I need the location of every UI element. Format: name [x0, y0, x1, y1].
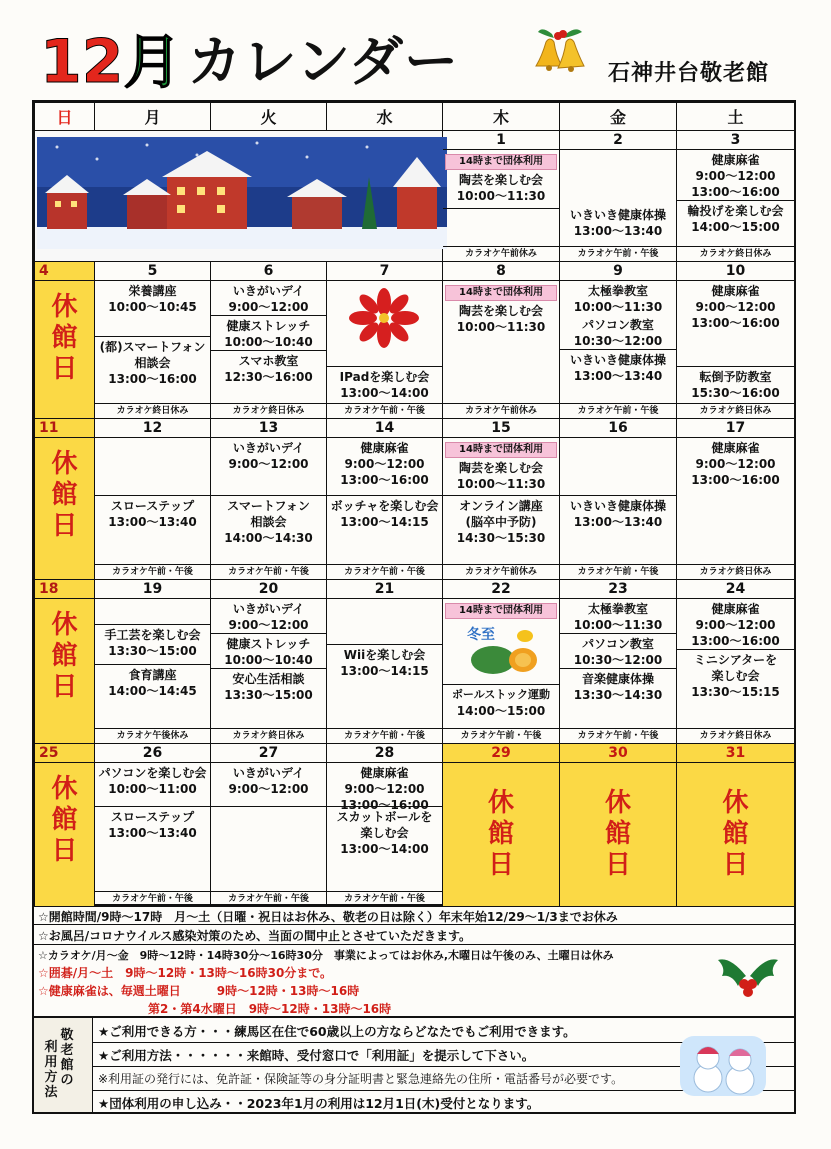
day-cell-22: 22 14時まで団体利用 冬至 ポールストック運動 14:00～15:00 カラオケ午前・午後 — [443, 580, 560, 744]
event: 転倒予防教室 15:30～16:00 — [677, 366, 794, 401]
event: パソコンを楽しむ会 10:00～11:00 — [98, 766, 207, 796]
event: IPadを楽しむ会 13:00～14:00 — [327, 366, 442, 401]
event: 栄養講座 10:00～10:45 — [108, 284, 197, 314]
karaoke-note: カラオケ午前・午後 — [327, 728, 442, 743]
note-mahjong: ☆健康麻雀は、毎週土曜日 9時～12時・13時～16時 — [38, 984, 360, 998]
closed-label: 休 館 日 — [722, 788, 749, 880]
karaoke-note: カラオケ終日休み — [677, 728, 794, 743]
dow-sat: 土 — [677, 103, 795, 131]
event: 健康麻雀 9:00～12:00 13:00～16:00 — [691, 602, 780, 648]
event: 健康麻雀 9:00～12:00 13:00～16:00 — [691, 153, 780, 199]
event: 輪投げを楽しむ会 14:00～15:00 — [677, 200, 794, 235]
note-karaoke: ☆カラオケ/月～金 9時～12時・14時30分～16時30分 事業によってはお休み,木曜日は午後のみ、土曜日は休み — [38, 949, 614, 962]
event: 健康麻雀 9:00～12:00 13:00～16:00 — [691, 441, 780, 487]
event: 音楽健康体操 13:30～14:30 — [560, 668, 676, 703]
event: 健康麻雀 9:00～12:00 13:00～16:00 — [340, 441, 429, 487]
usage-id-note: ※利用証の発行には、免許証・保険証等の身分証明書と緊急連絡先の住所・電話番号が必要です。 — [98, 1072, 624, 1086]
karaoke-note: カラオケ午前・午後 — [560, 403, 676, 418]
dow-mon: 月 — [95, 103, 211, 131]
holly-icon — [716, 946, 780, 1002]
event: 太極拳教室 10:00～11:30 — [573, 284, 663, 314]
event: いきがいデイ 9:00～12:00 — [228, 766, 309, 796]
event: ボッチャを楽しむ会 13:00～14:15 — [327, 495, 442, 530]
dow-fri: 金 — [560, 103, 677, 131]
day-cell-23: 23 太極拳教室 10:00～11:30 パソコン教室 10:30～12:00 音楽健康体操 13:30～14:30 カラオケ午前・午後 — [560, 580, 677, 744]
event: いきがいデイ 9:00～12:00 — [228, 602, 309, 632]
christmas-bells-icon — [532, 22, 594, 78]
day-cell-27: 27 いきがいデイ 9:00～12:00 カラオケ午前・午後 — [211, 744, 327, 907]
group-use-tag: 14時まで団体利用 — [445, 442, 557, 458]
usage-label: 敬 老 館 の 利 用 方 法 — [34, 1018, 93, 1112]
event: ミニシアターを 楽しむ会 13:30～15:15 — [677, 649, 794, 700]
event: ポールストック運動 14:00～15:00 — [443, 684, 559, 719]
event: 健康ストレッチ 10:00～10:40 — [211, 633, 326, 668]
karaoke-note: カラオケ終日休み — [211, 403, 326, 418]
day-cell-24: 24 健康麻雀 9:00～12:00 13:00～16:00 ミニシアターを 楽しむ会 13:30～15:15 カラオケ終日休み — [677, 580, 795, 744]
karaoke-note: カラオケ午前・午後 — [95, 891, 210, 906]
dow-wed: 水 — [327, 103, 443, 131]
event: 健康ストレッチ 10:00～10:40 — [211, 315, 326, 350]
day-cell-20: 20 いきがいデイ 9:00～12:00 健康ストレッチ 10:00～10:40 安心生活相談 13:30～15:00 カラオケ終日休み — [211, 580, 327, 744]
poinsettia-icon — [349, 288, 419, 348]
week-row-5 — [35, 744, 795, 907]
day-cell-8: 8 14時まで団体利用 陶芸を楽しむ会 10:00～11:30 カラオケ午前休み — [443, 262, 560, 419]
karaoke-note: カラオケ午前休み — [443, 403, 559, 418]
karaoke-note: カラオケ午前・午後 — [327, 403, 442, 418]
day-cell-6: 6 いきがいデイ 9:00～12:00 健康ストレッチ 10:00～10:40 スマホ教室 12:30～16:00 カラオケ終日休み — [211, 262, 327, 419]
day-cell-12: 12 スローステップ 13:00～13:40 カラオケ午前・午後 — [95, 419, 211, 580]
karaoke-note: カラオケ午前・午後 — [560, 728, 676, 743]
day-cell-7: 7 IPadを楽しむ会 13:00～14:00 カラオケ午前・午後 — [327, 262, 443, 419]
group-use-tag: 14時まで団体利用 — [445, 603, 557, 619]
event: 陶芸を楽しむ会 10:00～11:30 — [456, 304, 546, 334]
day-cell-3: 3 健康麻雀 9:00～12:00 13:00～16:00 輪投げを楽しむ会 14:00～15:00 カラオケ終日休み — [677, 131, 795, 262]
event: いきいき健康体操 13:00～13:40 — [569, 208, 666, 238]
event: 健康麻雀 9:00～12:00 13:00～16:00 — [691, 284, 780, 330]
winter-solstice-image: 冬至 — [463, 624, 543, 676]
group-use-tag: 14時まで団体利用 — [445, 154, 557, 170]
karaoke-note: カラオケ午前・午後 — [443, 728, 559, 743]
event: スカットボールを 楽しむ会 13:00～14:00 — [327, 806, 442, 857]
day-cell-21: 21 Wiiを楽しむ会 13:00～14:15 カラオケ午前・午後 — [327, 580, 443, 744]
event: 太極拳教室 10:00～11:30 — [573, 602, 663, 632]
dow-tue: 火 — [211, 103, 327, 131]
day-cell-16: 16 いきいき健康体操 13:00～13:40 カラオケ午前・午後 — [560, 419, 677, 580]
closed-label: 休 館 日 — [51, 610, 78, 702]
closed-label: 休 館 日 — [51, 292, 78, 384]
event: スローステップ 13:00～13:40 — [95, 806, 210, 841]
day-cell-11: 11 休 館 日 — [35, 419, 95, 580]
day-cell-30: 30 休 館 日 — [560, 744, 677, 907]
event: 健康麻雀 9:00～12:00 13:00～16:00 — [340, 766, 429, 812]
snowman-icon — [680, 1036, 766, 1096]
karaoke-note: カラオケ午前・午後 — [95, 564, 210, 579]
note-mahjong-wed: 第2・第4水曜日 9時～12時・13時～16時 — [148, 1002, 392, 1016]
karaoke-note: カラオケ終日休み — [677, 564, 794, 579]
event: オンライン講座 (脳卒中予防) 14:30～15:30 — [443, 495, 559, 546]
note-hours: ☆開館時間/9時～17時 月～土（日曜・祝日はお休み、敬老の日は除く）年末年始12/29～1/3までお休み — [38, 910, 618, 924]
dow-sun: 日 — [35, 103, 95, 131]
karaoke-note: カラオケ午前・午後 — [211, 564, 326, 579]
event: パソコン教室 10:30～12:00 — [573, 318, 663, 348]
day-cell-13: 13 いきがいデイ 9:00～12:00 スマートフォン 相談会 14:00～14:30 カラオケ午前・午後 — [211, 419, 327, 580]
day-cell-1: 1 14時まで団体利用 陶芸を楽しむ会 10:00～11:30 カラオケ午前休み — [443, 131, 560, 262]
note-bath: ☆お風呂/コロナウイルス感染対策のため、当面の間中止とさせていただきます。 — [38, 929, 471, 943]
karaoke-note: カラオケ終日休み — [677, 246, 794, 261]
event: 陶芸を楽しむ会 10:00～11:30 — [456, 173, 546, 203]
day-of-week-row — [35, 103, 795, 131]
title-month: 月 — [123, 28, 182, 96]
event: いきがいデイ 9:00～12:00 — [228, 284, 309, 314]
day-cell-18: 18 休 館 日 — [35, 580, 95, 744]
event: 安心生活相談 13:30～15:00 — [211, 668, 326, 703]
event: スローステップ 13:00～13:40 — [95, 495, 210, 530]
event: スマートフォン 相談会 14:00～14:30 — [211, 495, 326, 546]
karaoke-note: カラオケ午前休み — [443, 246, 559, 261]
day-cell-31: 31 休 館 日 — [677, 744, 795, 907]
note-go: ☆囲碁/月～土 9時～12時・13時～16時30分まで。 — [38, 966, 333, 980]
calendar-grid — [34, 102, 795, 907]
organization-name: 石神井台敬老館 — [608, 61, 770, 86]
day-cell-10: 10 健康麻雀 9:00～12:00 13:00～16:00 転倒予防教室 15:30～16:00 カラオケ終日休み — [677, 262, 795, 419]
event: Wiiを楽しむ会 13:00～14:15 — [327, 644, 442, 679]
week-row-1 — [35, 131, 795, 262]
karaoke-note: カラオケ終日休み — [95, 403, 210, 418]
christmas-town-image — [35, 131, 443, 262]
karaoke-note: カラオケ午前・午後 — [560, 246, 676, 261]
day-cell-28: 28 健康麻雀 9:00～12:00 13:00～16:00 スカットボールを 楽しむ会 13:00～14:00 カラオケ午前・午後 — [327, 744, 443, 907]
event: いきいき健康体操 13:00～13:40 — [560, 349, 676, 384]
event: 手工芸を楽しむ会 13:30～15:00 — [95, 624, 210, 659]
day-cell-25: 25 休 館 日 — [35, 744, 95, 907]
title-calendar: カレンダー — [187, 30, 460, 93]
header — [0, 0, 831, 96]
event: パソコン教室 10:30～12:00 — [560, 633, 676, 668]
karaoke-note: カラオケ午後休み — [95, 728, 210, 743]
event: いきがいデイ 9:00～12:00 — [228, 441, 309, 471]
week-row-2 — [35, 262, 795, 419]
event: スマホ教室 12:30～16:00 — [211, 350, 326, 385]
page-title — [40, 22, 460, 97]
notes-section — [32, 906, 796, 1018]
day-cell-29: 29 休 館 日 — [443, 744, 560, 907]
calendar — [32, 100, 796, 906]
closed-label: 休 館 日 — [487, 788, 514, 880]
christmas-town-illustration — [37, 137, 447, 249]
dow-thu: 木 — [443, 103, 560, 131]
karaoke-note: カラオケ終日休み — [677, 403, 794, 418]
day-cell-19: 19 手工芸を楽しむ会 13:30～15:00 食育講座 14:00～14:45 カラオケ午後休み — [95, 580, 211, 744]
karaoke-note: カラオケ午前・午後 — [327, 891, 442, 906]
karaoke-note: カラオケ午前・午後 — [327, 564, 442, 579]
day-cell-14: 14 健康麻雀 9:00～12:00 13:00～16:00 ボッチャを楽しむ会 13:00～14:15 カラオケ午前・午後 — [327, 419, 443, 580]
karaoke-note: カラオケ午前休み — [443, 564, 559, 579]
day-cell-4: 4 休 館 日 — [35, 262, 95, 419]
day-cell-26: 26 パソコンを楽しむ会 10:00～11:00 スローステップ 13:00～13:40 カラオケ午前・午後 — [95, 744, 211, 907]
week-row-4 — [35, 580, 795, 744]
event: 食育講座 14:00～14:45 — [95, 664, 210, 699]
day-cell-2: 2 いきいき健康体操 13:00～13:40 カラオケ午前・午後 — [560, 131, 677, 262]
karaoke-note: カラオケ午前・午後 — [211, 891, 326, 906]
day-cell-17: 17 健康麻雀 9:00～12:00 13:00～16:00 カラオケ終日休み — [677, 419, 795, 580]
group-use-tag: 14時まで団体利用 — [445, 285, 557, 301]
usage-group: ★団体利用の申し込み・・2023年1月の利用は12月1日(木)受付となります。 — [98, 1096, 540, 1111]
closed-label: 休 館 日 — [51, 449, 78, 541]
closed-label: 休 館 日 — [51, 774, 78, 866]
karaoke-note: カラオケ終日休み — [211, 728, 326, 743]
event: いきいき健康体操 13:00～13:40 — [560, 495, 676, 530]
closed-label: 休 館 日 — [604, 788, 631, 880]
title-number: 12 — [40, 27, 124, 97]
day-cell-5: 5 栄養講座 10:00～10:45 (都)スマートフォン 相談会 13:00～16:00 カラオケ終日休み — [95, 262, 211, 419]
week-row-3 — [35, 419, 795, 580]
event: (都)スマートフォン 相談会 13:00～16:00 — [95, 336, 210, 387]
usage-method: ★ご利用方法・・・・・・来館時、受付窓口で「利用証」を提示して下さい。 — [98, 1048, 535, 1063]
day-cell-15: 15 14時まで団体利用 陶芸を楽しむ会 10:00～11:30 オンライン講座 (脳卒中予防) 14:30～15:30 カラオケ午前休み — [443, 419, 560, 580]
karaoke-note: カラオケ午前・午後 — [560, 564, 676, 579]
usage-section — [32, 1016, 796, 1114]
event: 陶芸を楽しむ会 10:00～11:30 — [456, 461, 546, 491]
usage-eligibility: ★ご利用できる方・・・練馬区在住で60歳以上の方ならどなたでもご利用できます。 — [98, 1024, 576, 1039]
day-cell-9: 9 太極拳教室 10:00～11:30 パソコン教室 10:30～12:00 いきいき健康体操 13:00～13:40 カラオケ午前・午後 — [560, 262, 677, 419]
